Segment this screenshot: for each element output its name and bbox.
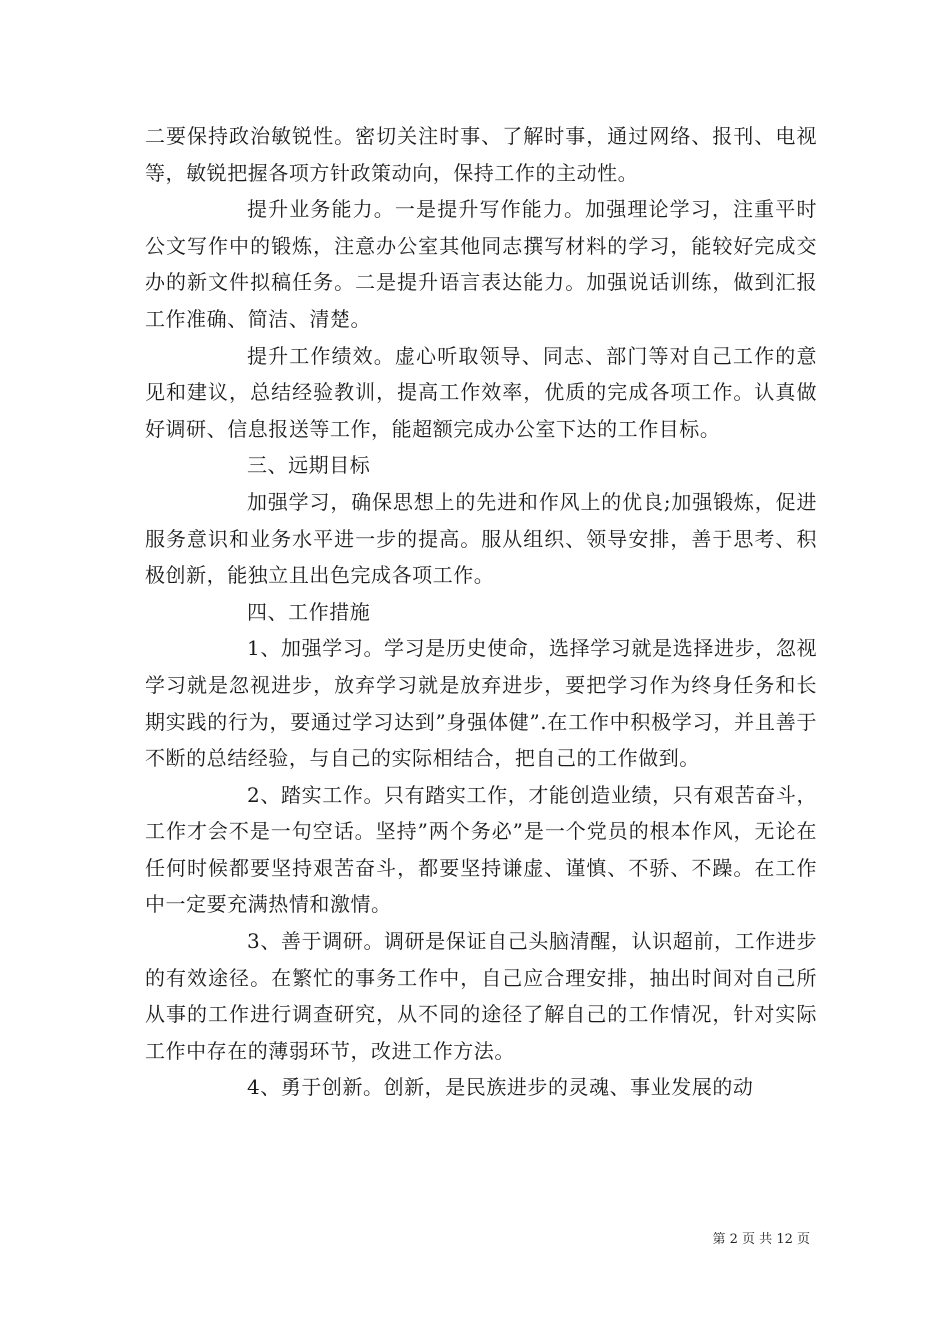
section-heading-long-term-goals: 三、远期目标 <box>247 453 371 478</box>
paragraph-work-performance: 提升工作绩效。虚心听取领导、同志、部门等对自己工作的意见和建议，总结经验教训，提高工作效率，优质的完成各项工作。认真做好调研、信息报送等工作，能超额完成办公室下达的工作目标。 <box>145 343 817 441</box>
paragraph-political-sensitivity: 二要保持政治敏锐性。密切关注时事、了解时事，通过网络、报刊、电视等，敏锐把握各项方针政策动向，保持工作的主动性。 <box>145 124 817 185</box>
paragraph-measure-innovation: 4、勇于创新。创新，是民族进步的灵魂、事业发展的动 <box>247 1075 754 1100</box>
paragraph-measure-solid-work: 2、踏实工作。只有踏实工作，才能创造业绩，只有艰苦奋斗，工作才会不是一句空话。坚持”两个务必”是一个党员的根本作风，无论在任何时候都要坚持艰苦奋斗，都要坚持谦虚、谨慎、不骄、不躁。在工作中一定要充满热情和激情。 <box>145 782 817 917</box>
paragraph-measure-study: 1、加强学习。学习是历史使命，选择学习就是选择进步，忽视学习就是忽视进步，放弃学习就是放弃进步，要把学习作为终身任务和长期实践的行为，要通过学习达到”身强体健”.在工作中积极学习，并且善于不断的总结经验，与自己的实际相结合，把自己的工作做到。 <box>145 636 817 771</box>
page-number-footer: 第 2 页 共 12 页 <box>712 1232 810 1247</box>
paragraph-measure-research: 3、善于调研。调研是保证自己头脑清醒，认识超前，工作进步的有效途径。在繁忙的事务工作中，自己应合理安排，抽出时间对自己所从事的工作进行调查研究，从不同的途径了解自己的工作情况，针对实际工作中存在的薄弱环节，改进工作方法。 <box>145 929 817 1063</box>
paragraph-business-ability: 提升业务能力。一是提升写作能力。加强理论学习，注重平时公文写作中的锻炼，注意办公室其他同志撰写材料的学习，能较好完成交办的新文件拟稿任务。二是提升语言表达能力。加强说话训练，做到汇报工作准确、简洁、清楚。 <box>145 197 817 331</box>
document-body <box>145 118 817 1106</box>
section-heading-work-measures: 四、工作措施 <box>247 599 371 624</box>
paragraph-long-term-goals: 加强学习，确保思想上的先进和作风上的优良;加强锻炼，促进服务意识和业务水平进一步的提高。服从组织、领导安排，善于思考、积极创新，能独立且出色完成各项工作。 <box>145 489 817 588</box>
